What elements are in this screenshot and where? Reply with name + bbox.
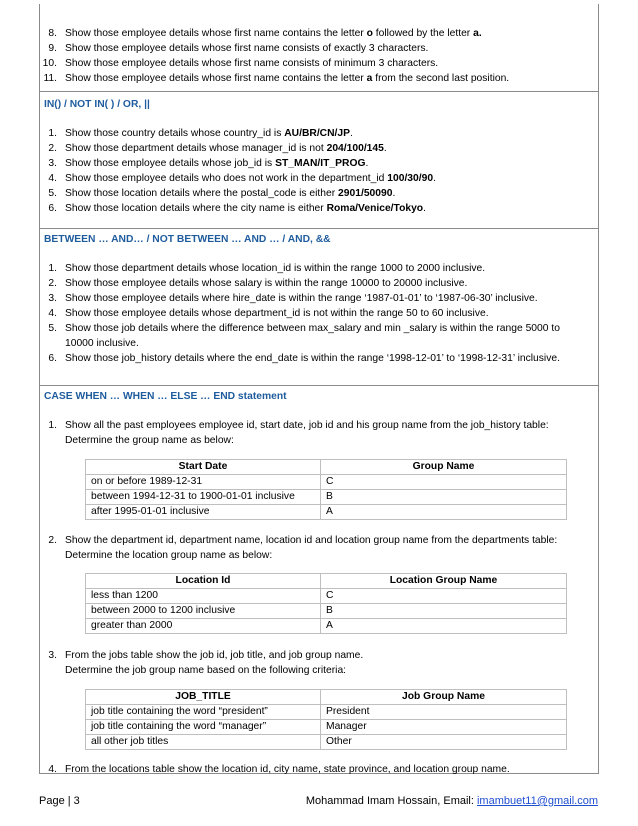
table-row <box>86 589 567 604</box>
like-question-list <box>0 26 509 86</box>
list-item: 2. Show the department id, department name, location id and location group name from the departments table: <box>48 535 558 546</box>
table-cell: B <box>321 604 567 619</box>
table-row <box>86 505 567 520</box>
email-link[interactable]: imambuet11@gmail.com <box>476 795 598 807</box>
table-header: Location Group Name <box>321 574 567 589</box>
section-heading-in: IN() / NOT IN( ) / OR, || <box>44 99 150 110</box>
in-question-list <box>0 126 436 216</box>
table-cell: A <box>321 505 567 520</box>
case-question-1-subtext: Determine the group name as below: <box>65 435 234 446</box>
table-cell: B <box>321 490 567 505</box>
footer-author-text: Mohammad Imam Hossain, Email: <box>305 795 477 807</box>
section-heading-case: CASE WHEN … WHEN … ELSE … END statement <box>44 391 287 402</box>
group-table-start-date <box>85 459 567 520</box>
section-divider <box>39 91 599 92</box>
table-header-row <box>86 460 567 475</box>
table-cell: President <box>321 705 567 720</box>
table-header: Location Id <box>86 574 321 589</box>
table-header: Group Name <box>321 460 567 475</box>
table-row <box>86 720 567 735</box>
table-row <box>86 490 567 505</box>
table-header: Job Group Name <box>321 690 567 705</box>
list-item: 1. Show all the past employees employee id, start date, job id and his group name from the job_history table: <box>48 420 549 431</box>
table-row <box>86 735 567 750</box>
section-divider <box>39 228 599 229</box>
table-cell: less than 1200 <box>86 589 321 604</box>
list-item: 3. Show those employee details whose job_id is ST_MAN/IT_PROG. <box>48 158 369 169</box>
list-item: 2. Show those employee details whose salary is within the range 10000 to 20000 inclusive. <box>48 278 468 289</box>
table-cell: after 1995-01-01 inclusive <box>86 505 321 520</box>
table-cell: job title containing the word “president” <box>86 705 321 720</box>
list-item: 4. From the locations table show the location id, city name, state province, and location group name. <box>48 764 510 775</box>
list-item: 4. Show those employee details who does not work in the department_id 100/30/90. <box>48 173 436 184</box>
list-item: 3. Show those employee details where hire_date is within the range ‘1987-01-01’ to ‘1987-06-30’ inclusive. <box>48 293 538 304</box>
case-question-3-subtext: Determine the job group name based on the following criteria: <box>65 665 347 676</box>
case-question-2 <box>0 533 557 548</box>
table-cell: Other <box>321 735 567 750</box>
group-table-location-id <box>85 573 567 634</box>
table-cell: all other job titles <box>86 735 321 750</box>
table-row <box>86 475 567 490</box>
table-cell: on or before 1989-12-31 <box>86 475 321 490</box>
table-row <box>86 705 567 720</box>
list-item: 5. Show those job details where the difference between max_salary and min _salary is within the range 5000 to 10000 inclusive. <box>48 323 560 349</box>
case-question-1 <box>0 418 549 433</box>
table-cell: job title containing the word “manager” <box>86 720 321 735</box>
table-row <box>86 619 567 634</box>
list-item: 11. Show those employee details whose first name contains the letter a from the second last position. <box>43 73 510 84</box>
list-item: 6. Show those job_history details where the end_date is within the range ‘1998-12-01’ to ‘1998-12-31’ inclusive. <box>48 353 560 364</box>
table-cell: A <box>321 619 567 634</box>
list-item: 8. Show those employee details whose first name contains the letter o followed by the letter a. <box>48 28 482 39</box>
list-item: 2. Show those department details whose manager_id is not 204/100/145. <box>48 143 387 154</box>
section-divider <box>39 385 599 386</box>
case-question-3 <box>0 648 363 663</box>
list-item: 4. Show those employee details whose department_id is not within the range 50 to 60 inclusive. <box>48 308 489 319</box>
table-cell: between 1994-12-31 to 1900-01-01 inclusive <box>86 490 321 505</box>
case-question-4 <box>0 762 510 777</box>
table-cell: between 2000 to 1200 inclusive <box>86 604 321 619</box>
list-item: 10. Show those employee details whose first name consists of minimum 3 characters. <box>42 58 439 69</box>
table-cell: Manager <box>321 720 567 735</box>
table-header: JOB_TITLE <box>86 690 321 705</box>
between-question-list <box>0 261 575 366</box>
table-cell: greater than 2000 <box>86 619 321 634</box>
table-header-row <box>86 690 567 705</box>
case-question-2-subtext: Determine the location group name as below: <box>65 550 273 561</box>
table-cell: C <box>321 475 567 490</box>
section-heading-between: BETWEEN … AND… / NOT BETWEEN … AND … / AND, && <box>44 234 331 245</box>
table-header: Start Date <box>86 460 321 475</box>
list-item: 6. Show those location details where the city name is either Roma/Venice/Tokyo. <box>48 203 426 214</box>
footer-author <box>306 795 598 807</box>
table-cell: C <box>321 589 567 604</box>
list-item: 1. Show those country details whose country_id is AU/BR/CN/JP. <box>48 128 353 139</box>
page-number: Page | 3 <box>39 795 80 807</box>
list-item: 5. Show those location details where the postal_code is either 2901/50090. <box>48 188 396 199</box>
group-table-job-title <box>85 689 567 750</box>
list-item: 3. From the jobs table show the job id, job title, and job group name. <box>48 650 364 661</box>
table-row <box>86 604 567 619</box>
list-item: 1. Show those department details whose location_id is within the range 1000 to 2000 inclusive. <box>48 263 486 274</box>
list-item: 9. Show those employee details whose first name consists of exactly 3 characters. <box>48 43 429 54</box>
table-header-row <box>86 574 567 589</box>
